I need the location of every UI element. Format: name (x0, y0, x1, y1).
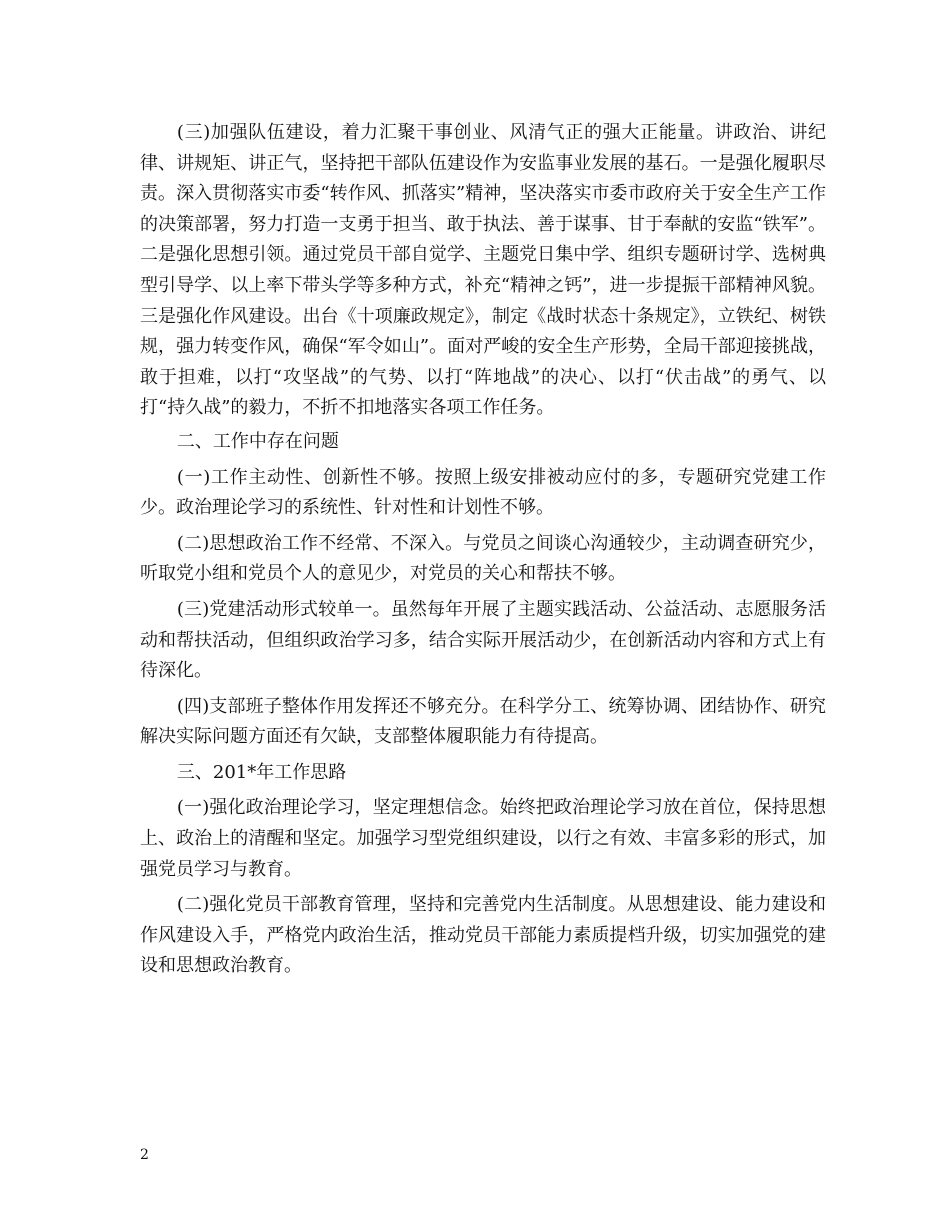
paragraph-plan-1: (一)强化政治理论学习，坚定理想信念。始终把政治理论学习放在首位，保持思想上、政治上的清醒和坚定。加强学习型党组织建设，以行之有效、丰富多彩的形式，加强党员学习与教育。 (140, 797, 826, 880)
paragraph-problem-3: (三)党建活动形式较单一。虽然每年开展了主题实践活动、公益活动、志愿服务活动和帮扶活动，但组织政治学习多，结合实际开展活动少，在创新活动内容和方式上有待深化。 (140, 598, 826, 682)
paragraph-problem-4: (四)支部班子整体作用发挥还不够充分。在科学分工、统筹协调、团结协作、研究解决实际问题方面还有欠缺，支部整体履职能力有待提高。 (140, 695, 826, 748)
section-heading-work-plan: 三、201*年工作思路 (176, 761, 347, 783)
paragraph-team-building: (三)加强队伍建设，着力汇聚干事创业、风清气正的强大正能量。讲政治、讲纪律、讲规矩、讲正气，坚持把干部队伍建设作为安监事业发展的基石。一是强化履职尽责。深入贯彻落实市委“转作风、抓落实”精神，坚决落实市委市政府关于安全生产工作的决策部署，努力打造一支勇于担当、敢于执法、善于谋事、甘于奉献的安监“铁军”。二是强化思想引领。通过党员干部自觉学、主题党日集中学、组织专题研讨学、选树典型引导学、以上率下带头学等多种方式，补充“精神之钙”，进一步提振干部精神风貌。三是强化作风建设。出台《十项廉政规定》，制定《战时状态十条规定》，立铁纪、树铁规，强力转变作风，确保“军令如山”。面对严峻的安全生产形势，全局干部迎接挑战，敢于担难，以打“攻坚战”的气势、以打“阵地战”的决心、以打“伏击战”的勇气、以打“持久战”的毅力，不折不扣地落实各项工作任务。 (140, 122, 826, 419)
paragraph-problem-1: (一)工作主动性、创新性不够。按照上级安排被动应付的多，专题研究党建工作少。政治理论学习的系统性、针对性和计划性不够。 (140, 466, 826, 519)
document-body (140, 118, 826, 987)
paragraph-plan-2: (二)强化党员干部教育管理，坚持和完善党内生活制度。从思想建设、能力建设和作风建设入手，严格党内政治生活，推动党员干部能力素质提档升级，切实加强党的建设和思想政治教育。 (140, 894, 826, 977)
section-heading-problems: 二、工作中存在问题 (176, 430, 339, 452)
page-number: 2 (140, 1147, 149, 1163)
paragraph-problem-2: (二)思想政治工作不经常、不深入。与党员之间谈心沟通较少，主动调查研究少，听取党小组和党员个人的意见少，对党员的关心和帮扶不够。 (140, 532, 826, 585)
